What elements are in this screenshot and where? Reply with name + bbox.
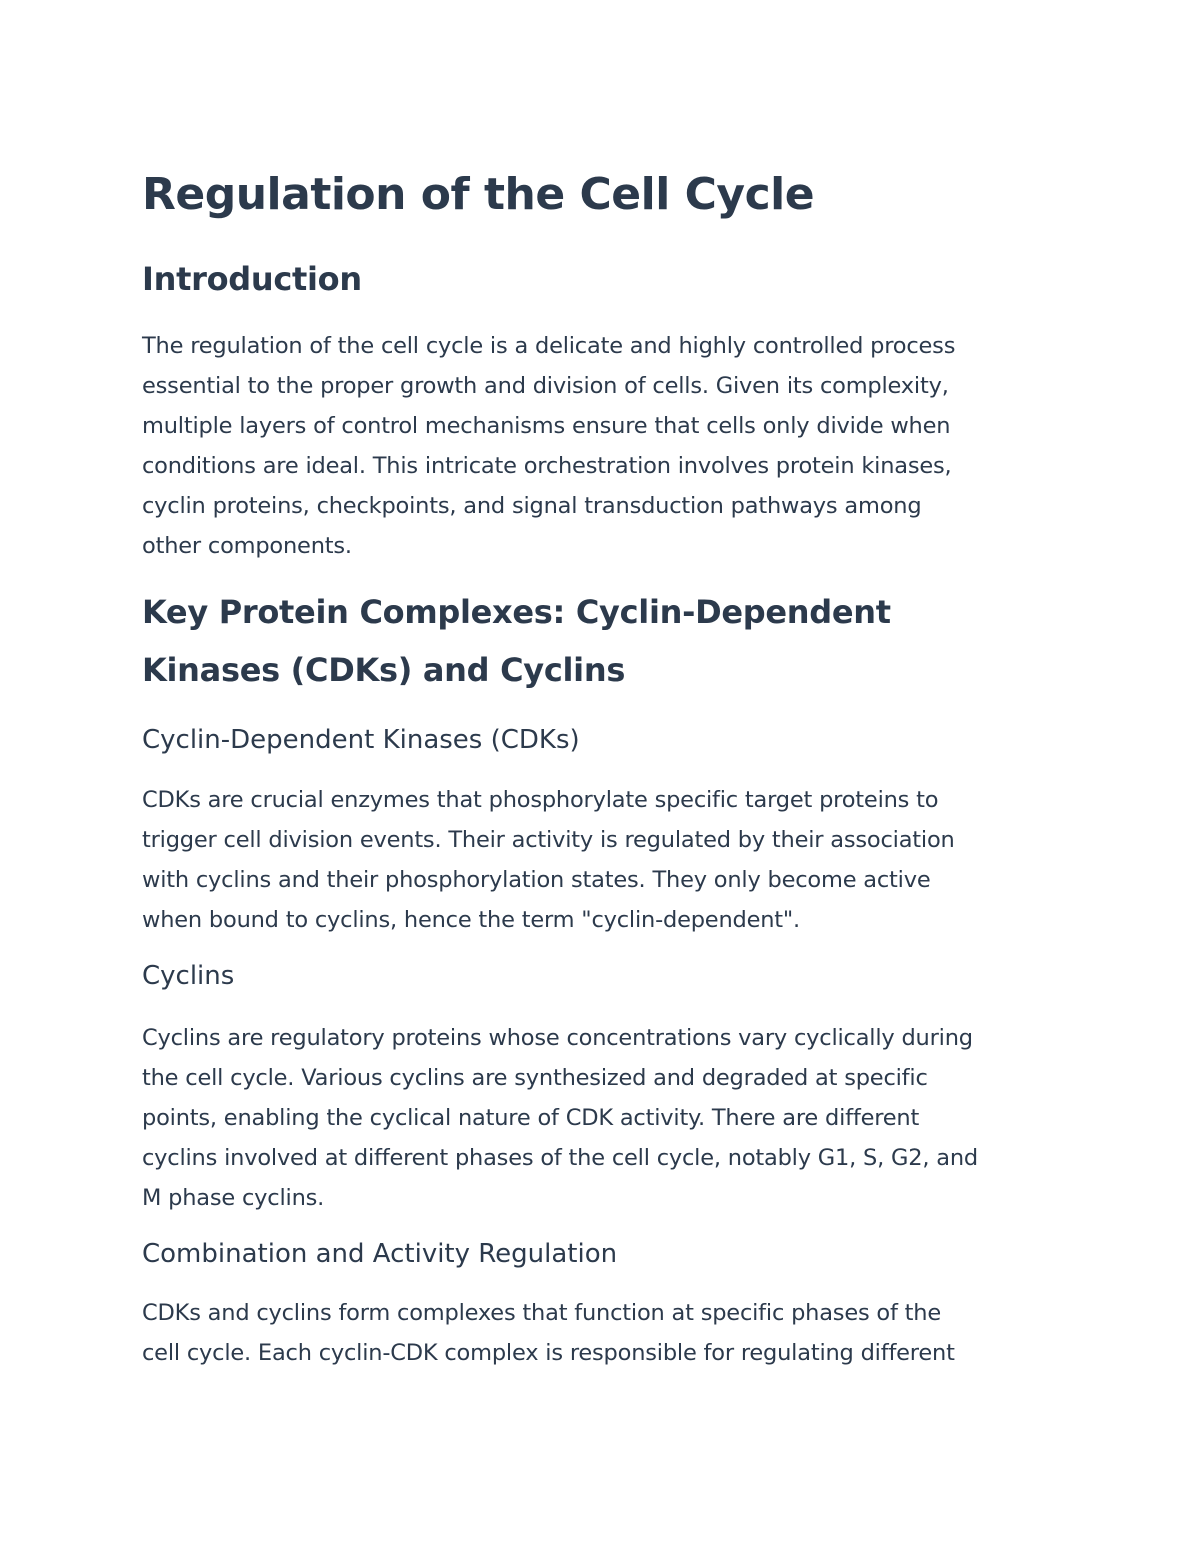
paragraph-line: multiple layers of control mechanisms ensure that cells only divide when: [142, 413, 951, 439]
paragraph-line: cell cycle. Each cyclin-CDK complex is responsible for regulating different: [142, 1340, 955, 1366]
heading-line: Kinases (CDKs) and Cyclins: [142, 651, 626, 689]
paragraph-line: points, enabling the cyclical nature of CDK activity. There are different: [142, 1105, 920, 1131]
paragraph-line: when bound to cyclins, hence the term "cyclin-dependent".: [142, 907, 801, 933]
paragraph-line: CDKs are crucial enzymes that phosphorylate specific target proteins to: [142, 787, 939, 813]
paragraph-line: M phase cyclins.: [142, 1185, 325, 1211]
paragraph-line: other components.: [142, 533, 352, 559]
cdks-heading: Cyclin-Dependent Kinases (CDKs): [142, 725, 580, 755]
combination-paragraph: [142, 1293, 1062, 1373]
paragraph-line: with cyclins and their phosphorylation states. They only become active: [142, 867, 931, 893]
paragraph-line: cyclin proteins, checkpoints, and signal transduction pathways among: [142, 493, 922, 519]
introduction-paragraph: [142, 326, 1062, 566]
introduction-heading: Introduction: [142, 260, 362, 298]
paragraph-line: CDKs and cyclins form complexes that function at specific phases of the: [142, 1300, 941, 1326]
cyclins-paragraph: [142, 1018, 1062, 1218]
combination-heading: Combination and Activity Regulation: [142, 1239, 618, 1269]
cdks-paragraph: [142, 780, 1062, 940]
heading-line: Key Protein Complexes: Cyclin-Dependent: [142, 593, 891, 631]
paragraph-line: Cyclins are regulatory proteins whose concentrations vary cyclically during: [142, 1025, 973, 1051]
page-title: Regulation of the Cell Cycle: [142, 169, 815, 220]
key-complexes-heading: [142, 583, 891, 699]
cyclins-heading: Cyclins: [142, 961, 235, 991]
paragraph-line: essential to the proper growth and division of cells. Given its complexity,: [142, 373, 949, 399]
paragraph-line: cyclins involved at different phases of the cell cycle, notably G1, S, G2, and: [142, 1145, 979, 1171]
paragraph-line: The regulation of the cell cycle is a delicate and highly controlled process: [142, 333, 956, 359]
paragraph-line: conditions are ideal. This intricate orchestration involves protein kinases,: [142, 453, 952, 479]
paragraph-line: trigger cell division events. Their activity is regulated by their association: [142, 827, 955, 853]
paragraph-line: the cell cycle. Various cyclins are synthesized and degraded at specific: [142, 1065, 928, 1091]
